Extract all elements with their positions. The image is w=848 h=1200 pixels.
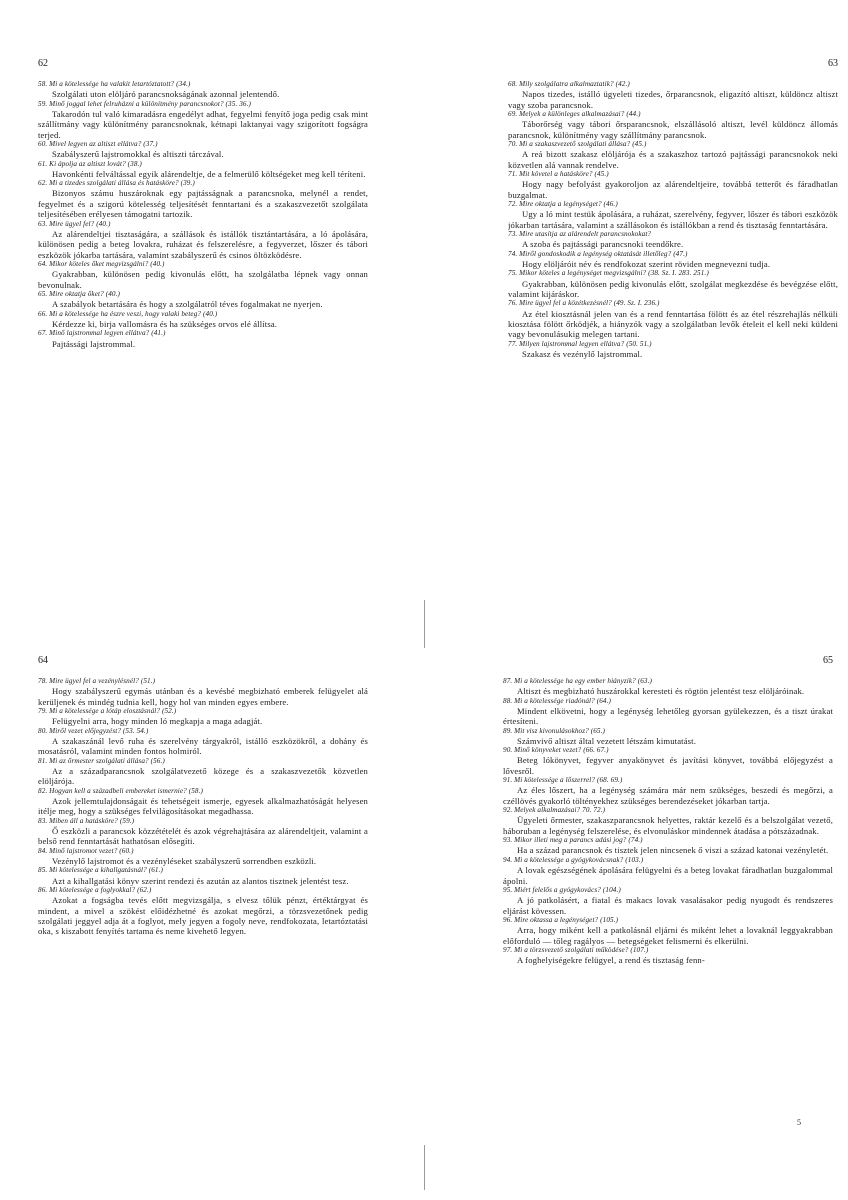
answer-text: Kérdezze ki, birja vallomásra és ha szükséges orvos elé állítsa.	[52, 318, 278, 329]
question-text: 76. Mire ügyel fel a közétkezésnél? (49. Sz. I. 236.)	[508, 299, 660, 308]
qa-entry	[38, 179, 368, 219]
question-text: 73. Mire utasítja az alárendelt parancsnokokat?	[508, 230, 652, 239]
question-text: 82. Hogyan kell a századbeli embereket ismernie? (58.)	[38, 786, 204, 795]
qa-entry	[38, 757, 368, 787]
question-text: 97. Mi a törzsvezető szolgálati működése? (107.)	[503, 945, 649, 954]
qa-entry	[38, 260, 368, 290]
question-text: 62. Mi a tizedes szolgálati állása és hatásköre? (39.)	[38, 179, 195, 188]
question-text: 60. Mivel legyen az altiszt ellátva? (37.)	[38, 140, 158, 149]
answer-text: A foghelyiségekre felügyel, a rend és tisztaság fenn-	[517, 955, 705, 966]
question-text: 93. Mikor illeti meg a parancs adási jog? (74.)	[503, 836, 643, 845]
question-text: 89. Mit visz kivonulásokhoz? (65.)	[503, 726, 606, 735]
answer-text: Táborőrség vagy tábori őrsparancsnok, elszállásoló altiszt, levél küldöncz állomás parancsnok, különítmény vagy szállítmány parancsnok.	[508, 119, 838, 140]
entry-list	[38, 80, 368, 349]
answer-text: Arra, hogy miként kell a patkolásnál eljárni és miként lehet a lovaknál leggyakrabban előforduló — tőleg ragályos — betegségeket felismerni és elkerülni.	[503, 925, 833, 946]
question-text: 71. Mit követel a hatásköre? (45.)	[508, 170, 609, 179]
qa-entry	[38, 310, 368, 330]
answer-text: Beteg lókönyvet, fegyver anyakönyvet és javítási könyvet, továbbá előjegyzést a lővesről.	[503, 755, 833, 776]
answer-text: Gyakrabban, különösen pedig kivonulás előtt, szolgálat megkezdése és bevégzése előtt, valamint kijáráskor.	[508, 278, 838, 299]
qa-entry	[503, 697, 833, 727]
answer-text: Altiszt és megbizható huszárokkal keresteti és rögtön jelentést tesz elöljáróinak.	[517, 686, 805, 697]
question-text: 95. Miért felelős a gyógykovács? (104.)	[503, 885, 621, 894]
question-text: 67. Minő lajstrommal legyen ellátva? (41.)	[38, 329, 166, 338]
answer-text: Szabályszerű lajstromokkal és altiszti tárczával.	[52, 149, 224, 160]
answer-text: Azokat a fogságba tevés előtt megvizsgálja, s elvesz tőlük pénzt, értéktárgyat és mindent, a mivel a szökést előidézhetné és azokat megőrzi, a törzsvezetőnek pedig szolgálati jeggyel adja át a foglyot, mely jegyen a fogoly neve, rendfokozata, letartóztatási oka, s kiszabott fenyítés tartama és neme kivehető legyen.	[38, 895, 368, 937]
page-number: 62	[38, 58, 48, 69]
question-text: 58. Mi a kötelessége ha valakit letartóztatott? (34.)	[38, 80, 191, 88]
answer-text: Pajtássági lajstrommal.	[52, 338, 136, 349]
signature-mark: 5	[797, 1118, 801, 1127]
question-text: 81. Mi az őrmester szolgálati állása? (56.)	[38, 756, 165, 765]
qa-entry	[38, 80, 368, 100]
answer-text: Azt a kihallgatási könyv szerint rendezi és azután az alantos tisztnek jelentést tesz.	[52, 875, 349, 886]
answer-text: Ő eszközli a parancsok közzétételét és azok végrehajtására az alárendeltjeit, valamint a belső rend fenntartását hathatósan elősegíti.	[38, 825, 368, 847]
qa-entry	[508, 230, 838, 250]
answer-text: Bizonyos számu huszároknak egy pajtásságnak a parancsnoka, melynél a rendet, fegyelmet és a szigorú kötelesség teljesítését fenntartani és a szakaszvezetőt szolgálata teljesítésében erélyesen támogatni tartozik.	[38, 188, 368, 220]
qa-entry	[508, 170, 838, 200]
answer-text: Hogy elöljáróit név és rendfokozat szerint röviden megnevezni tudja.	[522, 258, 771, 269]
qa-entry	[508, 340, 838, 360]
question-text: 75. Mikor köteles a legénységet megvizsgálni? (38. Sz. I. 283. 251.)	[508, 269, 709, 278]
qa-entry	[503, 836, 833, 856]
answer-text: Az éles lőszert, ha a legénység számára már nem szükséges, beszedi és megőrzi, a czéllövés gyakorló töltényekhez szükséges berendezéseket jókarban tartja.	[503, 785, 833, 806]
entry-list	[503, 677, 833, 966]
qa-entry	[508, 140, 838, 170]
question-text: 66. Mi a kötelessége ha észre veszi, hogy valaki beteg? (40.)	[38, 309, 218, 318]
qa-entry	[503, 776, 833, 806]
answer-text: Az a századparancsnok szolgálatvezető közege és a szakaszvezetők közvetlen elöljárója.	[38, 765, 368, 787]
answer-text: Havonkénti felváltással egyik alárendeltje, de a felmerülő költségeket meg kell téríteni.	[52, 168, 366, 179]
qa-entry	[508, 269, 838, 299]
answer-text: Az alárendeltjei tisztaságára, a szállások és istállók tisztántartására, a ló ápolására, különösen pedig a beteg lovakra, ruházat és felszerelésre, a fegyverzet, lőszer és tábori eszközök jókarba tartására, valamint szabályszerű és csinos öltözködésre.	[38, 228, 368, 260]
page-65	[503, 655, 833, 1125]
answer-text: Napos tizedes, istálló ügyeleti tizedes, őrparancsnok, eligazító altiszt, küldöncz altiszt vagy szoba parancsnok.	[508, 89, 838, 110]
answer-text: Vezénylő lajstromot és a vezényléseket szabályszerű sorrendben eszközli.	[52, 855, 317, 866]
answer-text: Szolgálati uton elöljáró parancsnokságának azonnal jelentendő.	[52, 89, 280, 100]
qa-entry	[503, 806, 833, 836]
qa-entry	[503, 746, 833, 776]
answer-text: Számvivő altiszt által vezetett létszám kimutatást.	[517, 735, 696, 746]
qa-entry	[38, 220, 368, 260]
question-text: 83. Miben áll a hatásköre? (59.)	[38, 816, 135, 825]
answer-text: Hogy nagy befolyást gyakoroljon az alárendeltjeire, továbbá tetterőt és fáradhatlan buzgalmat.	[508, 179, 838, 200]
answer-text: A reá bizott szakasz elöljárója és a szakaszhoz tartozó pajtássági parancsnokok neki közvetlen alá vannak rendelve.	[508, 149, 838, 170]
qa-entry	[508, 250, 838, 270]
qa-entry	[508, 200, 838, 230]
question-text: 69. Melyek a különleges alkalmazásai? (44.)	[508, 110, 641, 119]
question-text: 84. Minő lajstromot vezet? (60.)	[38, 846, 134, 855]
answer-text: Hogy szabályszerű egymás utánban és a kevésbé megbizható emberek felügyelet alá kerüljenek és mindég tudnia kell, hogy hol van minden egyes embere.	[38, 686, 368, 707]
qa-entry	[38, 866, 368, 886]
qa-entry	[38, 886, 368, 937]
page-gutter-line	[424, 1145, 425, 1190]
qa-entry	[508, 110, 838, 140]
question-text: 96. Mire oktassa a legénységet? (105.)	[503, 915, 619, 924]
answer-text: Ha a század parancsnok és tisztek jelen nincsenek ő viszi a század katonai vezényletét.	[517, 845, 829, 856]
page-62	[38, 58, 368, 528]
qa-entry	[503, 946, 833, 966]
qa-entry	[503, 727, 833, 747]
answer-text: Szakasz és vezénylő lajstrommal.	[522, 348, 643, 359]
qa-entry	[508, 80, 838, 110]
question-text: 92. Melyek alkalmazásai? 70. 72.)	[503, 806, 606, 815]
answer-text: A lovak egészségének ápolására felügyelni és a beteg lovakat fáradhatlan buzgalommal ápolni.	[503, 865, 833, 886]
page-63	[508, 58, 838, 528]
page-number: 65	[823, 655, 833, 666]
question-text: 59. Minő joggal lehet felruházni a különítmény parancsnokot? (35. 36.)	[38, 99, 252, 108]
page-gutter-line	[424, 600, 425, 648]
answer-text: Gyakrabban, különösen pedig kivonulás előtt, ha szolgálatba lépnek vagy onnan bevonulnak.	[38, 269, 368, 290]
question-text: 85. Mi kötelessége a kihallgatásnál? (61.)	[38, 866, 163, 875]
answer-text: Felügyelni arra, hogy minden ló megkapja a maga adagját.	[52, 716, 263, 727]
answer-text: A szakaszánál levő ruha és szerelvény tárgyakról, istálló eszközökről, a dohány és mosatásról, valamint minden fontos holmiról.	[38, 735, 368, 757]
question-text: 90. Minő könyveket vezet? (66. 67.)	[503, 746, 609, 755]
question-text: 78. Mire ügyel fel a vezénylésnél? (51.)	[38, 677, 156, 685]
qa-entry	[38, 787, 368, 817]
question-text: 64. Mikor köteles őket megvizsgálni? (40.)	[38, 260, 165, 269]
qa-entry	[38, 100, 368, 140]
question-text: 72. Mire oktatja a legénységet? (46.)	[508, 200, 618, 209]
qa-entry	[503, 856, 833, 886]
question-text: 77. Milyen lajstrommal legyen ellátva? (50. 51.)	[508, 339, 652, 348]
answer-text: Mindent elkövetni, hogy a legénység lehetőleg gyorsan gyülekezzen, és a tiszt úrakat értesíteni.	[503, 705, 833, 727]
question-text: 79. Mi a kötelessége a lótáp elosztásnál? (52.)	[38, 707, 177, 716]
question-text: 80. Miről vezet előjegyzést? (53. 54.)	[38, 726, 149, 735]
page-64	[38, 655, 368, 1105]
question-text: 68. Mily szolgálatra alkalmaztatik? (42.)	[508, 80, 630, 88]
answer-text: Ugy a ló mint testük ápolására, a ruházat, szerelvény, fegyver, lőszer és tábori eszközök jókarban tartására, valamint a szállásokon és istállókban a rend és tisztaság fenntartására.	[508, 209, 838, 230]
answer-text: Ügyeleti őrmester, szakaszparancsnok helyettes, raktár kezelő és a belszolgálat vezető, háboruban a legénység felszerelése, és elvonuláskor mindennek átadása a pótszázadnak.	[503, 815, 833, 836]
qa-entry	[38, 329, 368, 349]
qa-entry	[38, 847, 368, 867]
answer-text: Az étel kiosztásnál jelen van és a rend fenntartása fölött és az étel részrehajlás nélküli kiosztása fölött őrködjék, a hiányzók vagy a szolgálatban levők ételeit el kell neki küldeni vagy bevonulásukig melegen tartani.	[508, 308, 838, 340]
page-number: 63	[828, 58, 838, 69]
answer-text: Azok jellemtulajdonságait és tehetségeit ismerje, egyesek alkalmazhatóságát helyesen itélje meg, hogy a szükséges felvilágosításokat megadhassa.	[38, 795, 368, 817]
answer-text: A jó patkolásért, a fiatal és makacs lovak vasalásakor pedig nyugodt és rendszeres eljárást kövessen.	[503, 895, 833, 916]
question-text: 63. Mire ügyel fel? (40.)	[38, 219, 111, 228]
qa-entry	[38, 290, 368, 310]
question-text: 74. Miről gondoskodik a legénység oktatását illetőleg? (47.)	[508, 249, 688, 258]
qa-entry	[38, 707, 368, 727]
question-text: 61. Ki ápolja az altiszt lovát? (38.)	[38, 159, 142, 168]
qa-entry	[38, 140, 368, 160]
entry-list	[508, 80, 838, 359]
qa-entry	[38, 727, 368, 757]
entry-list	[38, 677, 368, 937]
answer-text: A szabályok betartására és hogy a szolgálatról téves fogalmakat ne nyerjen.	[52, 299, 323, 310]
qa-entry	[38, 817, 368, 847]
answer-text: Takarodón tul való kimaradásra engedélyt adhat, fegyelmi fenyítő joga pedig csak mint szállítmány vagy különítmény parancsnoknak, kétnapi laktanyai vagy szigorított fogságra terjed.	[38, 108, 368, 140]
question-text: 87. Mi a kötelessége ha egy ember hiányzik? (63.)	[503, 677, 653, 685]
page-number: 64	[38, 655, 48, 666]
qa-entry	[38, 677, 368, 707]
question-text: 88. Mi a kötelessége riadónál? (64.)	[503, 696, 611, 705]
question-text: 70. Mi a szakaszvezető szolgálati állása? (45.)	[508, 140, 647, 149]
qa-entry	[503, 916, 833, 946]
answer-text: A szoba és pajtássági parancsnoki teendőkre.	[522, 239, 684, 250]
question-text: 65. Mire oktatja őket? (40.)	[38, 290, 120, 299]
qa-entry	[503, 886, 833, 916]
qa-entry	[508, 299, 838, 339]
question-text: 86. Mi kötelessége a foglyokkal? (62.)	[38, 885, 152, 894]
question-text: 91. Mi kötelessége a lőszerrel? (68. 69.)	[503, 776, 623, 785]
qa-entry	[503, 677, 833, 697]
qa-entry	[38, 160, 368, 180]
question-text: 94. Mi a kötelessége a gyógykovácsnak? (103.)	[503, 855, 644, 864]
